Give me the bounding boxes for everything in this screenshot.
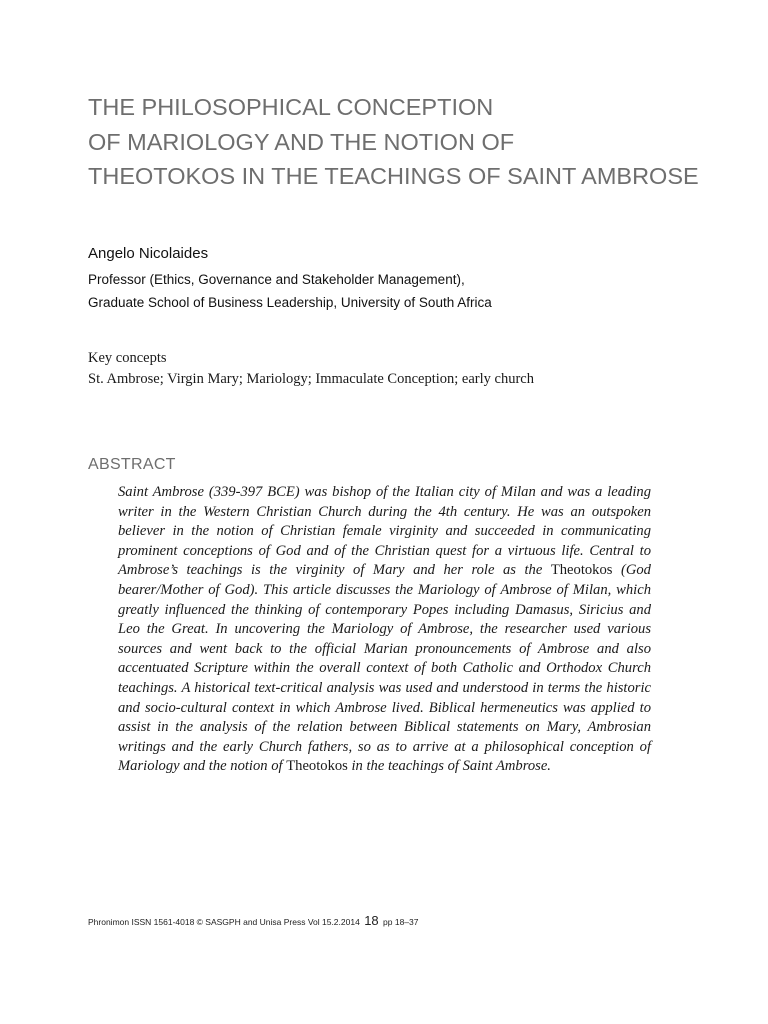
footer-page-range: pp 18–37 xyxy=(383,917,419,927)
abstract-heading: ABSTRACT xyxy=(88,456,176,473)
article-title xyxy=(88,90,748,194)
abstract-theotokos-term-2: Theotokos xyxy=(286,758,348,775)
key-concepts-heading: Key concepts xyxy=(88,350,167,366)
footer-page-number: 18 xyxy=(364,913,379,928)
author-affiliation-line-1: Professor (Ethics, Governance and Stakeholder Management), xyxy=(88,272,465,287)
author-block xyxy=(88,244,728,314)
title-line-1: THE PHILOSOPHICAL CONCEPTION xyxy=(88,94,494,120)
abstract-text-part-2: (God bearer/Mother of God). This article discusses the Mariology of Ambrose of Milan, which greatly influenced the thinking of contemporary Popes including Damasus, Siricius and Leo the Great. In uncovering the Mariology of Ambrose, the researcher used various sources and went back to the official Marian pronouncements of Ambrose and also accentuated Scripture within the overall context of both Catholic and Orthodox Church teachings. A historical text-critical analysis was used and understood in terms the historic and socio-cultural context in which Ambrose lived. Biblical hermeneutics was applied to assist in the analysis of the relation between Biblical statements on Mary, Ambrosian writings and the early Church fathers, so as to arrive at a philosophical conception of Mariology and the notion of xyxy=(118,562,651,775)
abstract-body xyxy=(118,483,651,777)
author-affiliation-line-2: Graduate School of Business Leadership, University of South Africa xyxy=(88,295,492,310)
abstract-text-part-1: Saint Ambrose (339-397 BCE) was bishop of the Italian city of Milan and was a leading writer in the Western Christian Church during the 4th century. He was an outspoken believer in the notion of Christian female virginity and succeeded in communicating prominent conceptions of God and of the Christian quest for a virtuous life. Central to Ambrose’s teachings is the virginity of Mary and her role as the xyxy=(118,484,651,579)
page-footer xyxy=(88,913,418,928)
title-line-3: THEOTOKOS IN THE TEACHINGS OF SAINT AMBROSE xyxy=(88,163,699,189)
key-concepts xyxy=(88,348,728,390)
title-line-2: OF MARIOLOGY AND THE NOTION OF xyxy=(88,128,515,155)
abstract-text-part-3: in the teachings of Saint Ambrose. xyxy=(347,758,551,775)
abstract-theotokos-term-1: Theotokos xyxy=(550,562,613,579)
author-name: Angelo Nicolaides xyxy=(88,245,209,262)
footer-journal-info: Phronimon ISSN 1561-4018 © SASGPH and Unisa Press Vol 15.2.2014 xyxy=(88,917,360,927)
key-concepts-list: St. Ambrose; Virgin Mary; Mariology; Immaculate Conception; early church xyxy=(88,371,534,387)
